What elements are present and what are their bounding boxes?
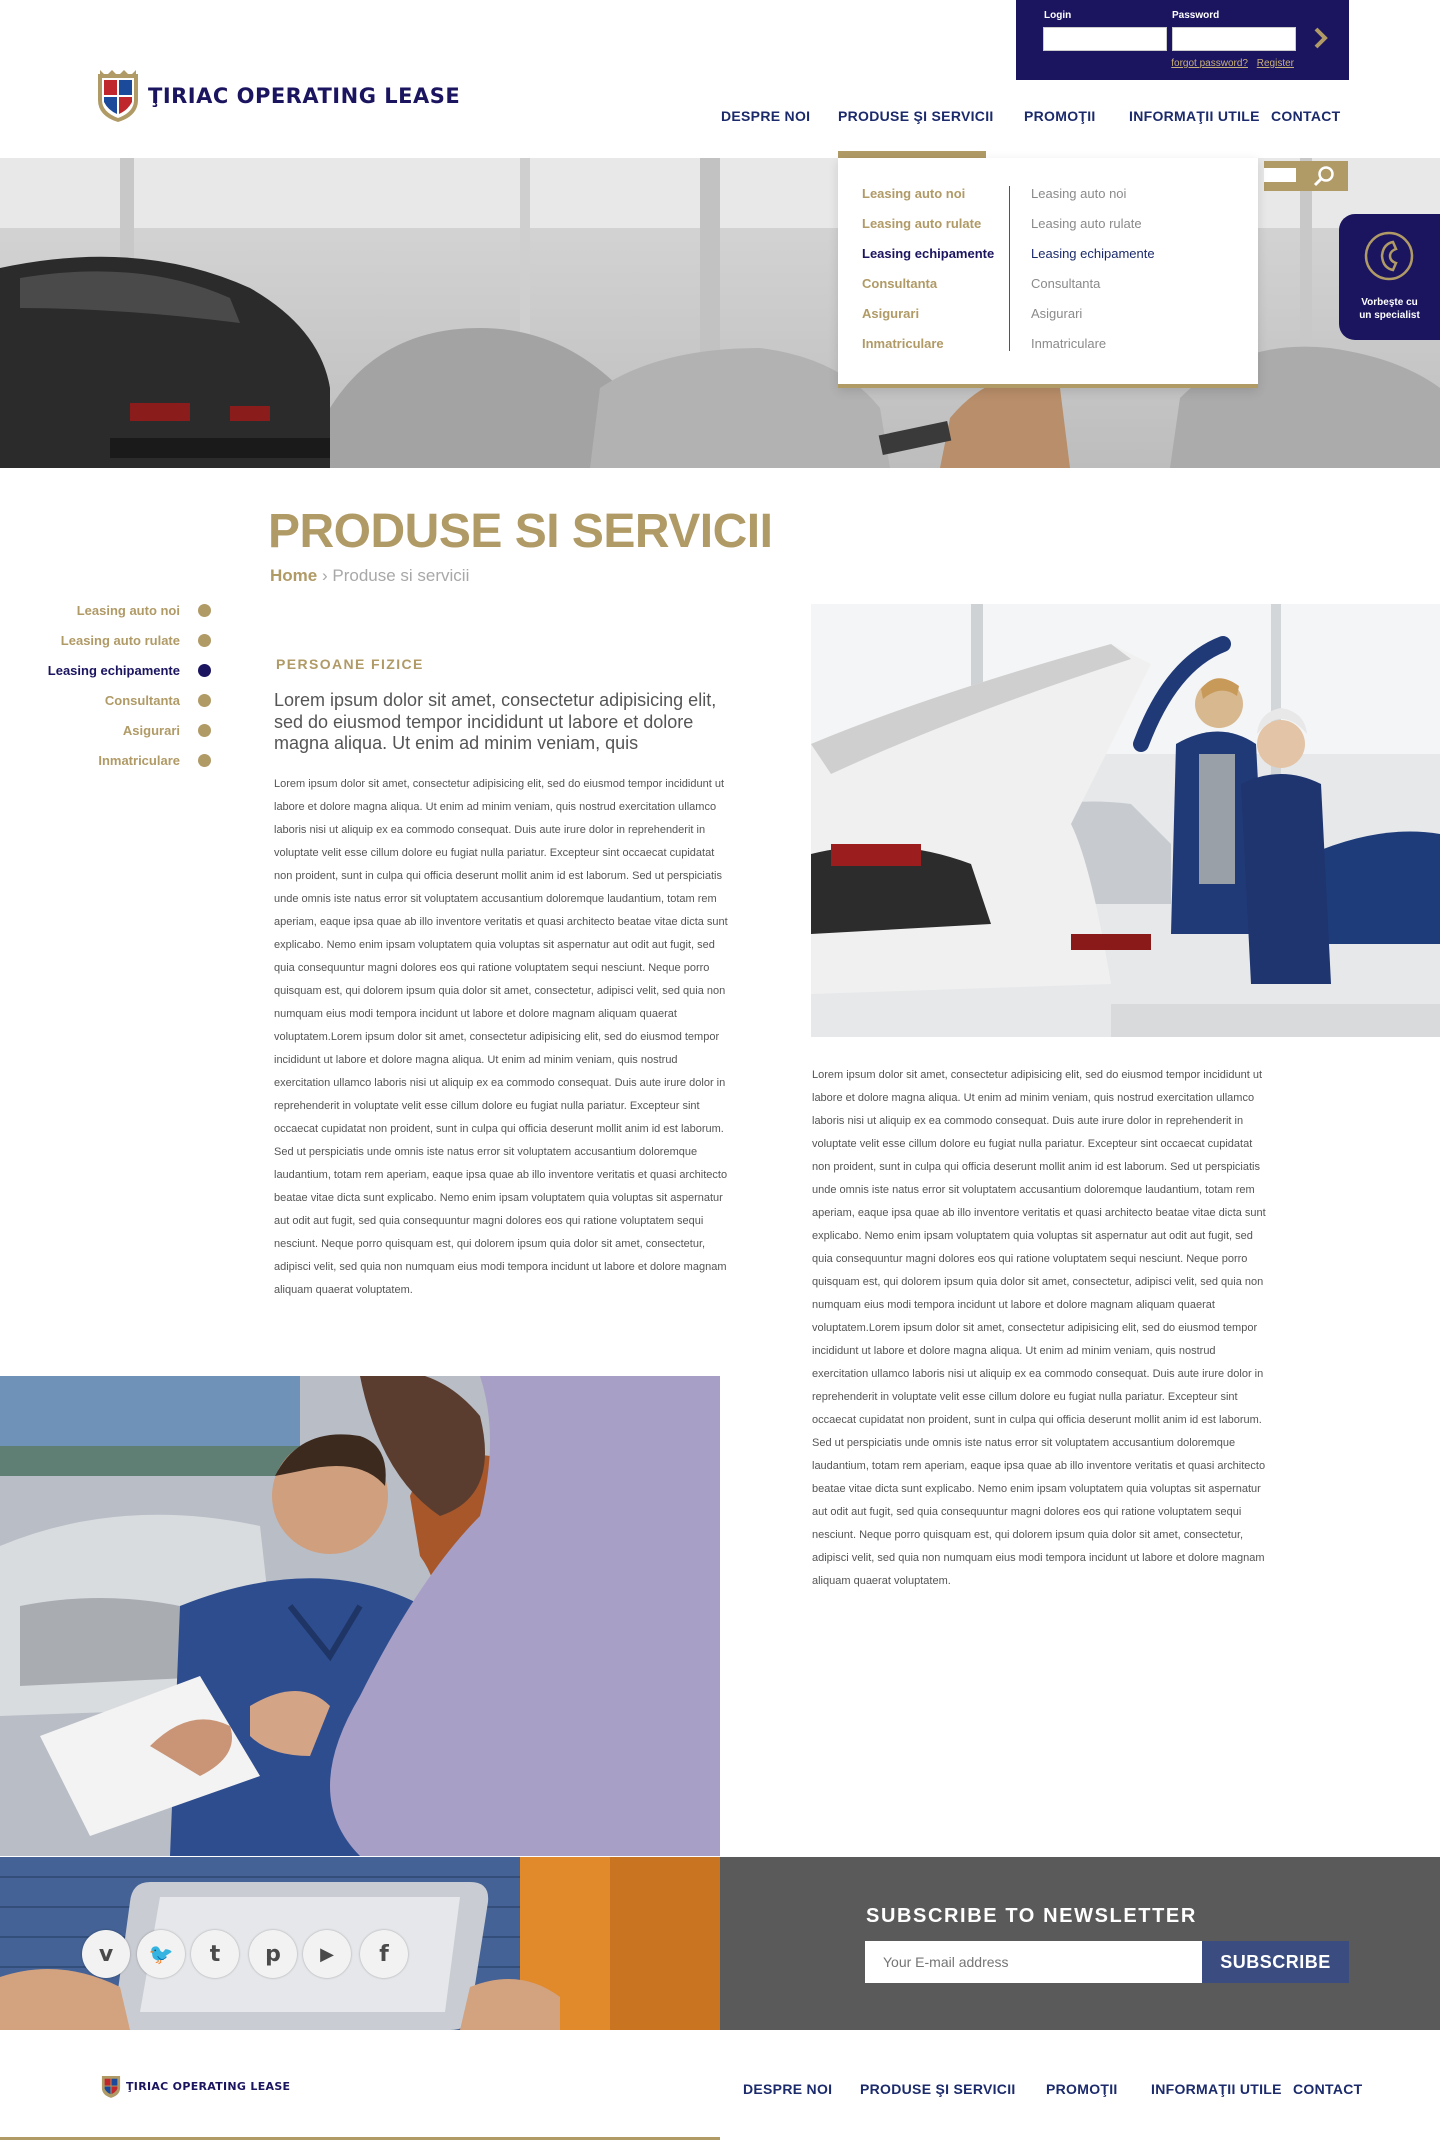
login-input[interactable] xyxy=(1043,27,1167,51)
sidebar-item-inmatriculare[interactable]: Inmatriculare xyxy=(98,753,180,768)
main-nav xyxy=(0,108,1440,132)
dropdown-divider xyxy=(1009,186,1010,351)
register-link[interactable]: Register xyxy=(1256,58,1294,69)
subscribe-button[interactable]: SUBSCRIBE xyxy=(1202,1941,1349,1983)
body-text-left: Lorem ipsum dolor sit amet, consectetur adipisicing elit, sed do eiusmod tempor incididunt ut labore et dolore magna aliqua. Ut enim ad minim veniam, quis nostrud exercitation ullamco laboris nisi ut aliquip ex ea commodo consequat. Duis aute irure dolor in reprehenderit in voluptate velit esse cillum dolore eu fugiat nulla pariatur. Excepteur sint occaecat cupidatat non proident, sunt in culpa qui officia deserunt mollit anim id est laborum. Sed ut perspiciatis unde omnis iste natus error sit voluptatem accusantium doloremque laudantium, totam rem aperiam, eaque ipsa quae ab illo inventore veritatis et quasi architecto beatae vitae dicta sunt explicabo. Nemo enim ipsam voluptatem quia voluptas sit aspernatur aut odit aut fugit, sed quia consequuntur magni dolores eos qui ratione voluptatem sequi nesciunt. Neque porro quisquam est, qui dolorem ipsum quia dolor sit amet, consectetur, adipisci velit, sed quia non numquam eius modi tempora incidunt ut labore et dolore magnam aliquam quaerat voluptatem.Lorem ipsum dolor sit amet, consectetur adipisicing elit, sed do eiusmod tempor incididunt ut labore et dolore magna aliqua. Ut enim ad minim veniam, quis nostrud exercitation ullamco laboris nisi ut aliquip ex ea commodo consequat. Duis aute irure dolor in reprehenderit in voluptate velit esse cillum dolore eu fugiat nulla pariatur. Excepteur sint occaecat cupidatat non proident, sunt in culpa qui officia deserunt mollit anim id est laborum. Sed ut perspiciatis unde omnis iste natus error sit voluptatem accusantium doloremque laudantium, totam rem aperiam, eaque ipsa quae ab illo inventore veritatis et quasi architecto beatae vitae dicta sunt explicabo. Nemo enim ipsam voluptatem quia voluptas sit aspernatur aut odit aut fugit, sed quia consequuntur magni dolores eos qui ratione voluptatem sequi nesciunt. Neque porro quisquam est, qui dolorem ipsum quia dolor sit amet, consectetur, adipisci velit, sed quia non numquam eius modi tempora incidunt ut labore et dolore magnam aliquam quaerat voluptatem. xyxy=(274,778,728,1296)
phone-icon xyxy=(1363,230,1415,282)
login-box xyxy=(1016,0,1349,80)
vimeo-icon[interactable]: v xyxy=(82,1930,130,1978)
login-label: Login xyxy=(1044,10,1072,21)
dropdown-bottom-border xyxy=(838,384,1258,388)
dropdown-item-inmatriculare[interactable]: Inmatriculare xyxy=(862,336,944,351)
breadcrumb-current: Produse si servicii xyxy=(332,566,470,585)
footer-brand-name: ŢIRIAC OPERATING LEASE xyxy=(126,2079,291,2093)
footer-nav-despre-noi[interactable]: DESPRE NOI xyxy=(743,2081,833,2097)
sidebar-dot xyxy=(198,604,211,617)
newsletter-title: SUBSCRIBE TO NEWSLETTER xyxy=(866,1905,1197,1927)
sidebar-dot xyxy=(198,694,211,707)
sidebar-dot xyxy=(198,724,211,737)
brand-name: ŢIRIAC OPERATING LEASE xyxy=(148,84,461,108)
dropdown-sub-item[interactable]: Asigurari xyxy=(1031,306,1083,321)
tumblr-icon[interactable]: t xyxy=(191,1930,239,1978)
footer-nav-promotii[interactable]: PROMOŢII xyxy=(1046,2081,1118,2097)
dropdown-item-leasing-echipamente[interactable]: Leasing echipamente xyxy=(862,246,995,261)
dropdown-sub-item[interactable]: Leasing auto rulate xyxy=(1031,216,1142,231)
sidebar-dot xyxy=(198,754,211,767)
footer-nav-informatii-utile[interactable]: INFORMAŢII UTILE xyxy=(1151,2081,1282,2097)
nav-despre-noi[interactable]: DESPRE NOI xyxy=(721,108,811,124)
newsletter-email-input[interactable] xyxy=(865,1941,1202,1983)
photo-couple-car-trunk-image xyxy=(811,604,1440,1037)
photo-couple-signing-image xyxy=(0,1376,720,1856)
chevron-right-icon[interactable] xyxy=(1309,26,1333,50)
sidebar-dot xyxy=(198,634,211,647)
youtube-icon[interactable]: ▶ xyxy=(303,1930,351,1978)
dropdown-sub-item[interactable]: Leasing echipamente xyxy=(1031,246,1155,261)
twitter-icon[interactable]: 🐦 xyxy=(137,1930,185,1978)
dropdown-item-leasing-auto-noi[interactable]: Leasing auto noi xyxy=(862,186,966,201)
pinterest-icon[interactable]: p xyxy=(249,1930,297,1978)
section-label: PERSOANE FIZICE xyxy=(276,656,424,672)
crest-icon xyxy=(101,2073,121,2099)
dropdown-item-asigurari[interactable]: Asigurari xyxy=(862,306,920,321)
password-input[interactable] xyxy=(1172,27,1296,51)
dropdown-sub-item[interactable]: Consultanta xyxy=(1031,276,1101,291)
breadcrumb-separator: › xyxy=(321,566,328,585)
facebook-icon[interactable]: f xyxy=(360,1930,408,1978)
nav-informatii-utile[interactable]: INFORMAŢII UTILE xyxy=(1129,108,1260,124)
sidebar-item-asigurari[interactable]: Asigurari xyxy=(122,723,180,738)
body-text-right: Lorem ipsum dolor sit amet, consectetur adipisicing elit, sed do eiusmod tempor incididunt ut labore et dolore magna aliqua. Ut enim ad minim veniam, quis nostrud exercitation ullamco laboris nisi ut aliquip ex ea commodo consequat. Duis aute irure dolor in reprehenderit in voluptate velit esse cillum dolore eu fugiat nulla pariatur. Excepteur sint occaecat cupidatat non proident, sunt in culpa qui officia deserunt mollit anim id est laborum. Sed ut perspiciatis unde omnis iste natus error sit voluptatem accusantium doloremque laudantium, totam rem aperiam, eaque ipsa quae ab illo inventore veritatis et quasi architecto beatae vitae dicta sunt explicabo. Nemo enim ipsam voluptatem quia voluptas sit aspernatur aut odit aut fugit, sed quia consequuntur magni dolores eos qui ratione voluptatem sequi nesciunt. Neque porro quisquam est, qui dolorem ipsum quia dolor sit amet, consectetur, adipisci velit, sed quia non numquam eius modi tempora incidunt ut labore et dolore magnam aliquam quaerat voluptatem.Lorem ipsum dolor sit amet, consectetur adipisicing elit, sed do eiusmod tempor incididunt ut labore et dolore magna aliqua. Ut enim ad minim veniam, quis nostrud exercitation ullamco laboris nisi ut aliquip ex ea commodo consequat. Duis aute irure dolor in reprehenderit in voluptate velit esse cillum dolore eu fugiat nulla pariatur. Excepteur sint occaecat cupidatat non proident, sunt in culpa qui officia deserunt mollit anim id est laborum. Sed ut perspiciatis unde omnis iste natus error sit voluptatem accusantium doloremque laudantium, totam rem aperiam, eaque ipsa quae ab illo inventore veritatis et quasi architecto beatae vitae dicta sunt explicabo. Nemo enim ipsam voluptatem quia voluptas sit aspernatur aut odit aut fugit, sed quia consequuntur magni dolores eos qui ratione voluptatem sequi nesciunt. Neque porro quisquam est, qui dolorem ipsum quia dolor sit amet, consectetur, adipisci velit, sed quia non numquam eius modi tempora incidunt ut labore et dolore magnam aliquam quaerat voluptatem. xyxy=(812,1069,1266,1587)
search-input[interactable] xyxy=(1264,168,1296,182)
sidebar-item-leasing-auto-rulate[interactable]: Leasing auto rulate xyxy=(60,633,180,648)
dropdown-item-leasing-auto-rulate[interactable]: Leasing auto rulate xyxy=(862,216,982,231)
nav-promotii[interactable]: PROMOŢII xyxy=(1024,108,1096,124)
call-badge-line1: Vorbeşte cu xyxy=(1361,297,1418,308)
footer-nav-produse-si-servicii[interactable]: PRODUSE ŞI SERVICII xyxy=(860,2081,1016,2097)
breadcrumb xyxy=(270,566,469,586)
search-icon[interactable] xyxy=(1306,162,1342,190)
dropdown-sub-item[interactable]: Leasing auto noi xyxy=(1031,186,1127,201)
sidebar-item-leasing-auto-noi[interactable]: Leasing auto noi xyxy=(76,603,180,618)
call-specialist-badge[interactable] xyxy=(1339,214,1440,340)
call-badge-line2: un specialist xyxy=(1359,310,1420,321)
sidebar-item-consultanta[interactable]: Consultanta xyxy=(104,693,180,708)
photo-couple-car-trunk xyxy=(811,604,1440,1037)
password-label: Password xyxy=(1172,10,1220,21)
login-links xyxy=(1165,58,1294,69)
photo-couple-signing xyxy=(0,1376,720,1856)
products-dropdown-menu xyxy=(838,158,1258,388)
nav-produse-si-servicii[interactable]: PRODUSE ŞI SERVICII xyxy=(838,108,994,124)
sidebar-item-leasing-echipamente[interactable]: Leasing echipamente xyxy=(47,663,180,678)
footer-nav-contact[interactable]: CONTACT xyxy=(1293,2081,1363,2097)
dropdown-sub-item[interactable]: Inmatriculare xyxy=(1031,336,1107,351)
dropdown-item-consultanta[interactable]: Consultanta xyxy=(862,276,938,291)
page-title: PRODUSE SI SERVICII xyxy=(268,505,773,558)
breadcrumb-home[interactable]: Home xyxy=(270,566,318,585)
footer-brand-logo[interactable] xyxy=(101,2073,290,2099)
nav-active-indicator xyxy=(838,151,986,158)
sidebar-dot-active xyxy=(198,664,211,677)
nav-contact[interactable]: CONTACT xyxy=(1271,108,1341,124)
forgot-password-link[interactable]: forgot password? xyxy=(1171,58,1248,69)
call-badge-text xyxy=(1339,296,1440,322)
intro-text: Lorem ipsum dolor sit amet, consectetur adipisicing elit, sed do eiusmod tempor incididunt ut labore et dolore magna aliqua. Ut enim ad minim veniam, quis xyxy=(274,690,717,753)
